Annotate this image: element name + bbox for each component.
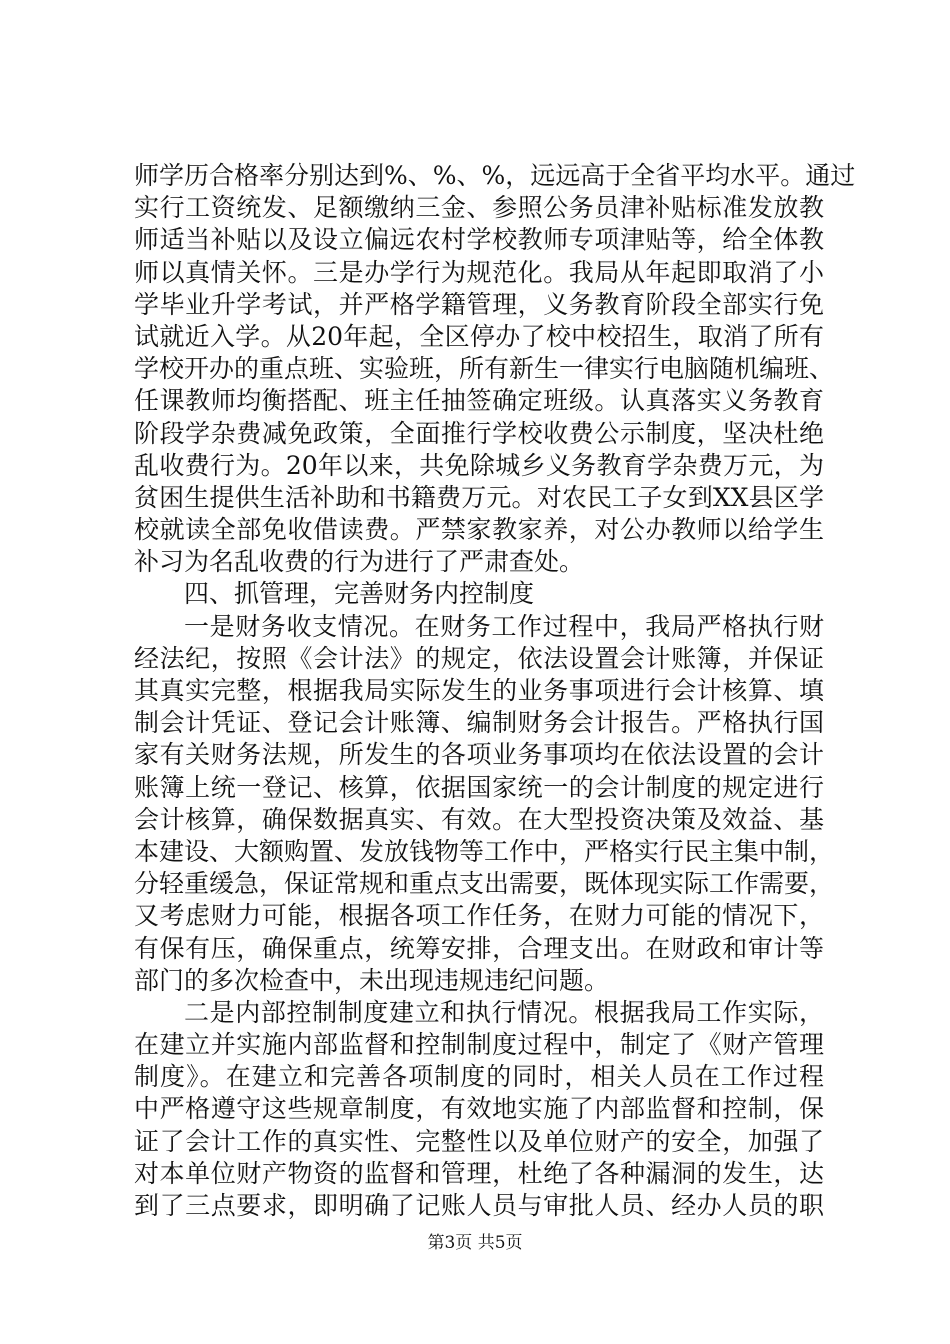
text-line: 一是财务收支情况。在财务工作过程中，我局严格执行财 [184, 611, 824, 641]
text-line: 二是内部控制制度建立和执行情况。根据我局工作实际， [184, 997, 824, 1027]
text-line: 分轻重缓急，保证常规和重点支出需要，既体现实际工作需要， [134, 869, 835, 899]
text-line: 任课教师均衡搭配、班主任抽签确定班级。认真落实义务教育 [134, 386, 824, 416]
text-line: 证了会计工作的真实性、完整性以及单位财产的安全，加强了 [134, 1126, 824, 1156]
text-line: 经法纪，按照《会计法》的规定，依法设置会计账簿，并保证 [134, 643, 824, 673]
text-line: 贫困生提供生活补助和书籍费万元。对农民工子女到XX县区学 [134, 482, 824, 512]
text-line: 有保有压，确保重点，统筹安排，合理支出。在财政和审计等 [134, 933, 824, 963]
text-line: 又考虑财力可能，根据各项工作任务，在财力可能的情况下， [134, 901, 824, 931]
text-line: 补习为名乱收费的行为进行了严肃查处。 [134, 547, 585, 577]
text-line: 对本单位财产物资的监督和管理，杜绝了各种漏洞的发生，达 [134, 1158, 824, 1188]
text-line: 会计核算，确保数据真实、有效。在大型投资决策及效益、基 [134, 804, 824, 834]
text-line: 阶段学杂费减免政策，全面推行学校收费公示制度，坚决杜绝 [134, 418, 824, 448]
text-line: 学校开办的重点班、实验班，所有新生一律实行电脑随机编班、 [134, 354, 835, 384]
text-line: 学毕业升学考试，并严格学籍管理，义务教育阶段全部实行免 [134, 289, 824, 319]
text-line: 实行工资统发、足额缴纳三金、参照公务员津补贴标准发放教 [134, 193, 824, 223]
text-line: 家有关财务法规，所发生的各项业务事项均在依法设置的会计 [134, 740, 824, 770]
text-line: 其真实完整，根据我局实际发生的业务事项进行会计核算、填 [134, 676, 824, 705]
text-line: 师适当补贴以及设立偏远农村学校教师专项津贴等，给全体教 [134, 225, 824, 255]
text-line: 账簿上统一登记、核算，依据国家统一的会计制度的规定进行 [134, 772, 824, 802]
heading-line: 四、抓管理，完善财务内控制度 [184, 579, 535, 609]
text-line: 制度》。在建立和完善各项制度的同时，相关人员在工作过程 [134, 1062, 824, 1092]
text-line: 部门的多次检查中，未出现违规违纪问题。 [134, 965, 610, 995]
paragraph [134, 160, 856, 578]
page-footer [0, 1232, 950, 1254]
text-line: 在建立并实施内部监督和控制制度过程中，制定了《财产管理 [134, 1030, 824, 1060]
document-body [134, 160, 856, 1222]
text-line: 乱收费行为。20年以来，共免除城乡义务教育学杂费万元，为 [134, 450, 824, 480]
text-line: 中严格遵守这些规章制度，有效地实施了内部监督和控制，保 [134, 1094, 824, 1124]
paragraph [134, 997, 824, 1222]
text-line: 校就读全部免收借读费。严禁家教家养，对公办教师以给学生 [134, 515, 824, 545]
page-number: 第3页 共5页 [427, 1233, 523, 1253]
section-heading [134, 578, 824, 610]
text-line: 师以真情关怀。三是办学行为规范化。我局从年起即取消了小 [134, 257, 824, 287]
text-line: 到了三点要求，即明确了记账人员与审批人员、经办人员的职 [134, 1191, 824, 1220]
text-line: 师学历合格率分别达到%、%、%，远远高于全省平均水平。通过 [134, 161, 856, 190]
text-line: 本建设、大额购置、发放钱物等工作中，严格实行民主集中制， [134, 836, 835, 866]
text-line: 制会计凭证、登记会计账簿、编制财务会计报告。严格执行国 [134, 708, 824, 738]
paragraph [134, 611, 835, 997]
text-line: 试就近入学。从20年起，全区停办了校中校招生，取消了所有 [134, 321, 824, 351]
